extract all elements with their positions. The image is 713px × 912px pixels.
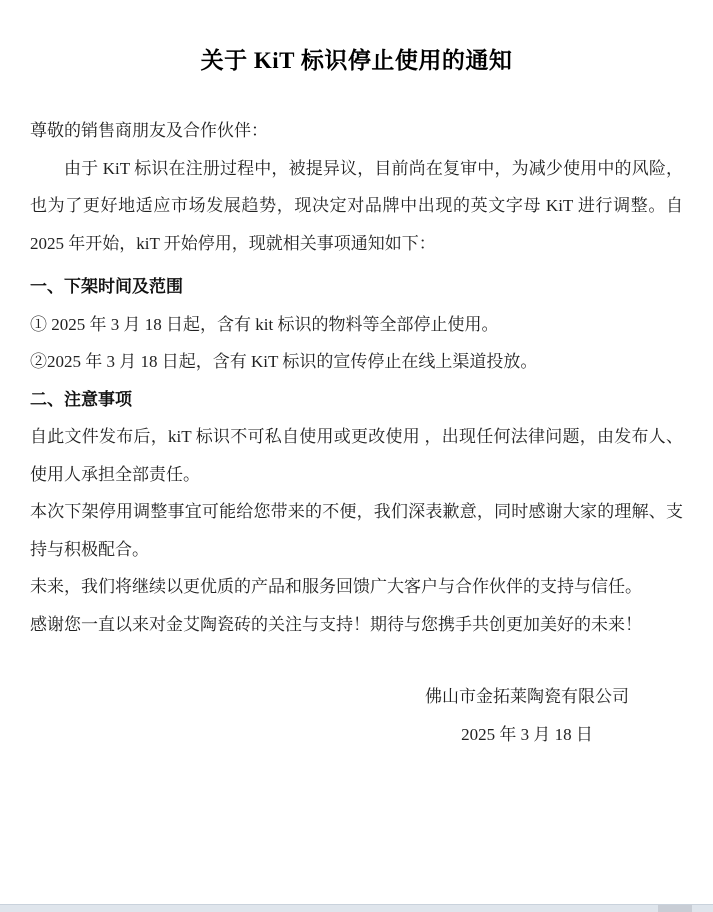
signature-date: 2025 年 3 月 18 日 xyxy=(461,724,593,744)
scrollbar-thumb[interactable] xyxy=(658,905,692,912)
section2-paragraph-3: 未来，我们将继续以更优质的产品和服务回馈广大客户与合作伙伴的支持与信任。 xyxy=(30,577,642,596)
section1-item-1: ① 2025 年 3 月 18 日起，含有 kit 标识的物料等全部停止使用。 xyxy=(30,314,499,334)
document-page xyxy=(0,44,713,753)
section1-item-2: ②2025 年 3 月 18 日起，含有 KiT 标识的宣传停止在线上渠道投放。 xyxy=(30,352,538,371)
section2-heading: 二、注意事项 xyxy=(30,389,132,409)
section2-paragraph-4: 感谢您一直以来对金艾陶瓷砖的关注与支持！期待与您携手共创更加美好的未来！ xyxy=(30,614,642,634)
section1-heading: 一、下架时间及范围 xyxy=(30,277,183,296)
signature-block xyxy=(371,678,683,753)
signature-company: 佛山市金拓莱陶瓷有限公司 xyxy=(425,687,629,706)
document-title: 关于 KiT 标识停止使用的通知 xyxy=(200,48,513,73)
horizontal-scrollbar[interactable] xyxy=(0,904,713,912)
section2-paragraph-1: 自此文件发布后，kiT 标识不可私自使用或更改使用 ，出现任何法律问题，由发布人、使用人承担全部责任。 xyxy=(30,427,683,484)
salutation: 尊敬的销售商朋友及合作伙伴： xyxy=(30,121,268,140)
section2-paragraph-2: 本次下架停用调整事宜可能给您带来的不便，我们深表歉意，同时感谢大家的理解、支持与积极配合。 xyxy=(30,502,683,559)
intro-paragraph: 由于 KiT 标识在注册过程中，被提异议，目前尚在复审中，为减少使用中的风险，也为了更好地适应市场发展趋势，现决定对品牌中出现的英文字母 KiT 进行调整。自 2025 年开始，kiT 开始停用，现就相关事项通知如下： xyxy=(30,158,683,253)
